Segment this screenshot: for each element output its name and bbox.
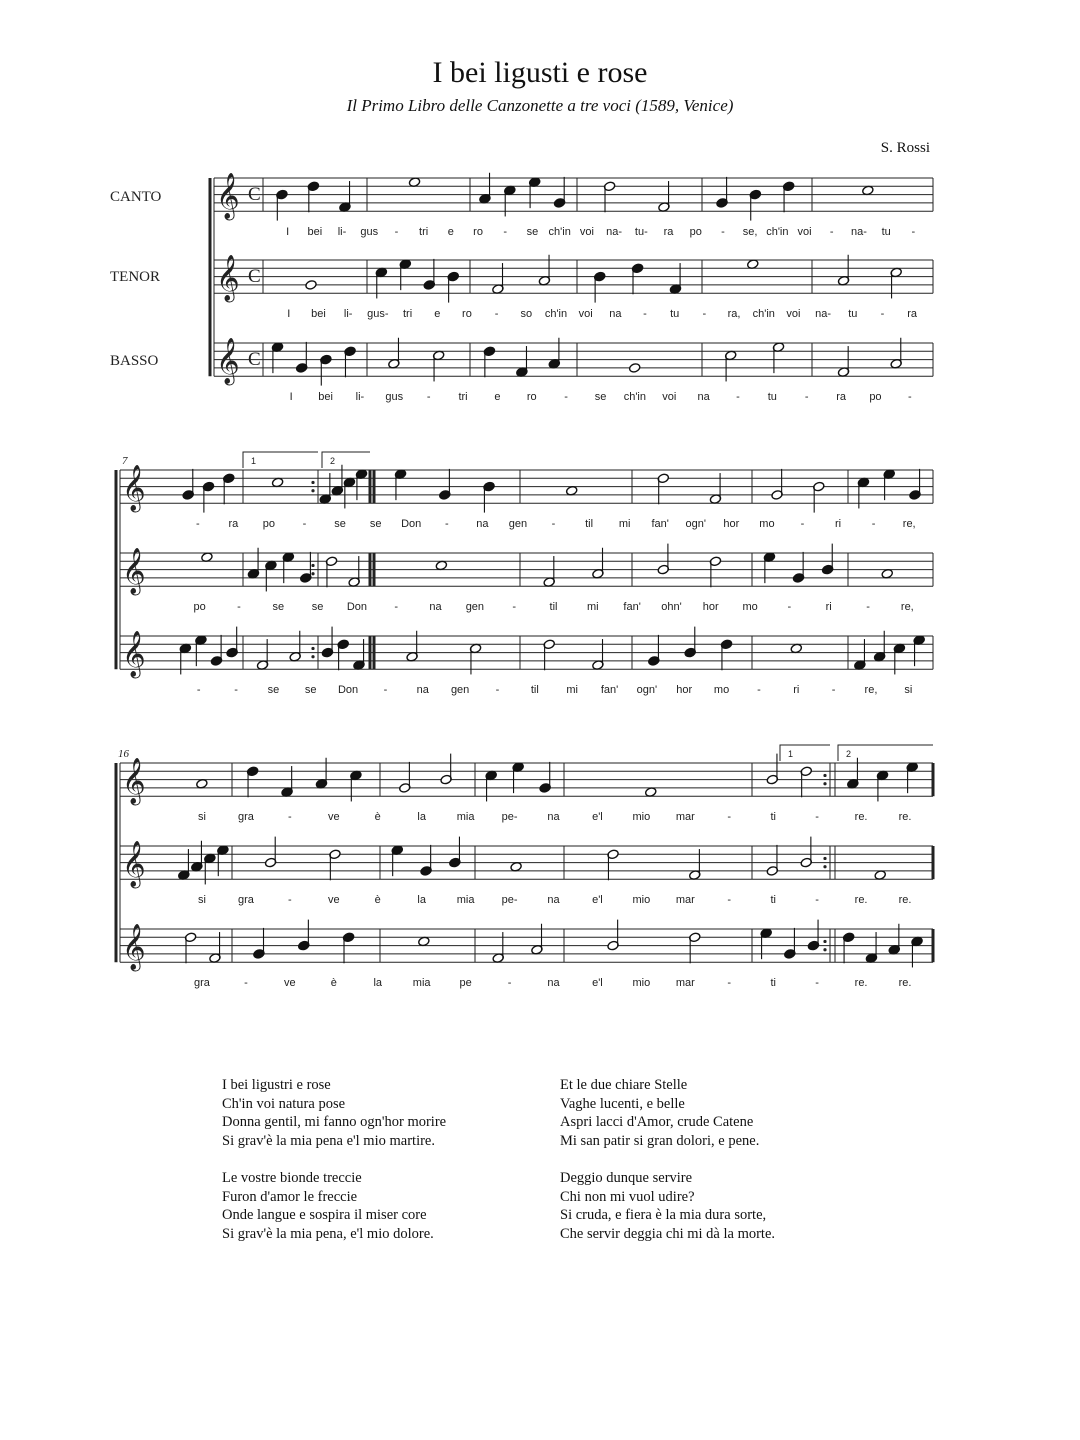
lyric-syllable: fan' (623, 601, 641, 614)
lyric-syllable: ogn' (685, 518, 707, 531)
lyric-syllable: voi (579, 226, 594, 239)
note-head (629, 363, 641, 374)
lyric-syllable: si (904, 684, 913, 697)
lyric-syllable: I (287, 308, 291, 321)
lyric-syllable: na (547, 977, 560, 990)
lyric-syllable: ch'in (752, 308, 775, 321)
lyric-syllable: ti (770, 811, 776, 824)
lyric-syllable: ch'in (623, 391, 647, 404)
lyric-syllable: ti (770, 894, 776, 907)
voice-label-tenor: TENOR (110, 269, 160, 285)
repeat-dot (823, 940, 826, 943)
lyric-syllable: tu (848, 308, 858, 321)
lyric-syllable: mi (566, 684, 578, 697)
lyric-syllable: mi (618, 518, 631, 531)
volta-number: 1 (788, 749, 794, 759)
volta-number: 2 (846, 749, 852, 759)
lyric-syllable: re, (900, 601, 914, 614)
lyric-syllable: e (447, 226, 454, 239)
lyric-syllable: ohn' (661, 601, 682, 614)
page-title: I bei ligusti e rose (432, 56, 648, 89)
treble-clef-icon: 𝄞 (216, 173, 240, 219)
poem-line: Et le due chiare Stelle (560, 1077, 688, 1093)
lyric-syllable: tri (458, 391, 468, 404)
lyric-syllable: so (520, 308, 533, 321)
lyric-syllable: po (193, 601, 206, 614)
lyric-syllable: se (311, 601, 324, 614)
lyric-syllable: la (417, 811, 426, 824)
lyric-syllable: ve (284, 977, 296, 990)
lyric-syllable: ch'in (766, 226, 789, 239)
lyric-syllable: - (721, 226, 725, 239)
lyric-syllable: si (197, 811, 206, 824)
lyric-syllable: - (880, 308, 885, 321)
repeat-dot (823, 782, 826, 785)
lyric-syllable: gra (237, 894, 254, 907)
lyric-syllable: tri (419, 226, 429, 239)
note-head (305, 280, 317, 291)
lyric-syllable: na (416, 684, 429, 697)
volta-number: 2 (330, 456, 336, 466)
lyric-syllable: gen (465, 601, 485, 614)
lyric-syllable: - (426, 391, 431, 404)
lyric-syllable: bei (307, 226, 323, 239)
lyric-syllable: - (503, 226, 508, 239)
lyric-syllable: hor (676, 684, 693, 697)
lyric-syllable: fan' (600, 684, 619, 697)
lyric-syllable: fan' (651, 518, 669, 531)
lyric-syllable: ro (526, 391, 537, 404)
lyric-syllable: - (727, 894, 732, 907)
lyric-syllable: se (304, 684, 317, 697)
lyric-syllable: li- (343, 308, 353, 321)
lyric-syllable: pe- (501, 894, 518, 907)
lyric-syllable: po (262, 518, 276, 531)
lyric-syllable: - (757, 684, 761, 697)
treble-clef-icon: 𝄞 (122, 758, 146, 804)
lyric-syllable: pe (459, 977, 472, 990)
lyric-syllable: ra (836, 391, 846, 404)
lyric-syllable: - (244, 977, 248, 990)
poem-stanza (560, 1076, 775, 1150)
lyric-syllable: - (383, 684, 388, 697)
lyric-syllable: mio (632, 977, 651, 990)
lyric-syllable: se (369, 518, 382, 531)
lyric-syllable: - (907, 391, 912, 404)
lyric-syllable: gra (194, 977, 210, 990)
lyric-syllable: - (234, 684, 238, 697)
lyric-syllable: ve (327, 811, 340, 824)
lyric-syllable: tu- (634, 226, 648, 239)
lyric-syllable: - (871, 518, 876, 531)
lyric-syllable: - (288, 894, 292, 907)
lyric-syllable: mio (632, 894, 651, 907)
lyric-syllable: ri (793, 684, 800, 697)
lyric-syllable: e (494, 391, 501, 404)
poem-stanza (560, 1169, 775, 1243)
lyric-syllable: mia (456, 894, 475, 907)
lyric-syllable: - (804, 391, 809, 404)
lyric-syllable: na- (815, 308, 832, 321)
common-time-icon: C (248, 349, 261, 370)
lyric-syllable: se (334, 518, 346, 531)
lyric-syllable: mar (675, 811, 695, 824)
lyric-syllable: li- (337, 226, 347, 239)
common-time-icon: C (248, 184, 261, 205)
lyric-syllable: bei (318, 391, 333, 404)
lyric-syllable: mio (632, 811, 651, 824)
repeat-dot (823, 865, 826, 868)
lyric-syllable: - (815, 811, 819, 824)
poem-right-column (560, 1076, 775, 1262)
lyric-syllable: re, (902, 518, 916, 531)
lyric-syllable: na (429, 601, 442, 614)
repeat-dot (311, 647, 314, 650)
lyrics (194, 226, 918, 989)
lyric-syllable: Don (401, 518, 422, 531)
lyric-syllable: si (197, 894, 206, 907)
measure-number: 16 (118, 748, 129, 760)
lyric-syllable: - (512, 601, 517, 614)
lyric-syllable: e'l (592, 894, 603, 907)
repeat-dot (311, 564, 314, 567)
poem-line: Si grav'è la mia pena, e'l mio dolore. (222, 1225, 434, 1242)
lyric-syllable: mia (412, 977, 431, 990)
lyric-syllable: li- (355, 391, 365, 404)
lyric-syllable: ogn' (636, 684, 658, 697)
lyric-syllable: gus (385, 391, 404, 404)
treble-clef-icon: 𝄞 (216, 255, 240, 301)
lyric-syllable: gus (360, 226, 379, 239)
lyric-syllable: re. (898, 811, 912, 824)
lyric-syllable: na- (606, 226, 623, 239)
poem-line: Mi san patir si gran dolori, e pene. (560, 1132, 760, 1149)
volta-number: 1 (251, 456, 257, 466)
poem-line: Si grav'è la mia pena e'l mio martire. (222, 1132, 435, 1149)
lyric-syllable: voi (662, 391, 677, 404)
lyric-syllable: - (727, 811, 732, 824)
lyric-syllable: til (530, 684, 539, 697)
lyric-syllable: gen (508, 518, 528, 531)
lyric-syllable: Don (346, 601, 368, 614)
lyric-syllable: - (787, 601, 792, 614)
lyric-syllable: gra (237, 811, 254, 824)
repeat-dot (823, 857, 826, 860)
lyric-syllable: na (476, 518, 489, 531)
lyric-syllable: - (815, 894, 819, 907)
repeat-dot (823, 774, 826, 777)
lyric-syllable: - (195, 518, 200, 531)
poem-line: Aspri lacci d'Amor, crude Catene (560, 1114, 754, 1130)
composer-name: S. Rossi (880, 140, 930, 156)
poem-line: Deggio dunque servire (560, 1170, 693, 1186)
lyric-syllable: la (373, 977, 383, 990)
treble-clef-icon: 𝄞 (122, 548, 146, 594)
lyric-syllable: ra (907, 308, 918, 321)
treble-clef-icon: 𝄞 (122, 631, 146, 677)
lyric-syllable: gus- (367, 308, 389, 321)
lyric-syllable: - (800, 518, 805, 531)
lyric-syllable: hor (723, 518, 740, 531)
lyric-syllable: voi (578, 308, 593, 321)
lyric-syllable: re, (864, 684, 878, 697)
lyric-syllable: - (196, 684, 201, 697)
lyric-syllable: ra, (727, 308, 741, 321)
repeat-dot (311, 655, 314, 658)
poem-stanza (222, 1169, 446, 1243)
lyric-syllable: gen (450, 684, 470, 697)
lyric-syllable: ti (770, 977, 776, 990)
lyric-syllable: - (495, 684, 500, 697)
lyric-syllable: se, (742, 226, 758, 239)
lyric-syllable: ch'in (548, 226, 571, 239)
treble-clef-icon: 𝄞 (122, 841, 146, 887)
lyric-syllable: - (302, 518, 307, 531)
lyric-syllable: Don (337, 684, 359, 697)
repeat-dot (823, 948, 826, 951)
repeat-dot (311, 481, 314, 484)
lyric-syllable: tu (881, 226, 891, 239)
lyric-syllable: - (507, 977, 512, 990)
lyric-syllable: mo (759, 518, 775, 531)
poem-stanza (222, 1076, 446, 1150)
lyric-syllable: se (526, 226, 539, 239)
lyric-syllable: la (417, 894, 426, 907)
lyric-syllable: è (374, 811, 381, 824)
measure-number: 7 (122, 455, 128, 467)
lyric-syllable: re. (854, 894, 868, 907)
voice-label-basso: BASSO (110, 353, 159, 369)
lyric-syllable: mo (742, 601, 758, 614)
lyric-syllable: è (374, 894, 381, 907)
lyric-syllable: mo (713, 684, 730, 697)
lyric-syllable: - (237, 601, 241, 614)
lyric-syllable: se (267, 684, 280, 697)
lyric-syllable: e (434, 308, 441, 321)
lyric-syllable: - (911, 226, 916, 239)
lyric-syllable: na (547, 894, 560, 907)
poem-line: Chi non mi vuol udire? (560, 1188, 695, 1205)
lyric-syllable: pe- (501, 811, 518, 824)
lyric-syllable: tu (670, 308, 680, 321)
common-time-icon: C (248, 266, 261, 287)
lyric-syllable: na (609, 308, 622, 321)
lyric-syllable: - (829, 226, 834, 239)
lyric-syllable: re. (898, 977, 912, 990)
lyric-syllable: na (697, 391, 710, 404)
poem-line: Si cruda, e fiera è la mia dura sorte, (560, 1207, 767, 1223)
lyric-syllable: tri (402, 308, 413, 321)
lyric-syllable: mi (587, 601, 599, 614)
lyric-syllable: - (727, 977, 732, 990)
lyric-syllable: re. (854, 977, 868, 990)
poem-line: Donna gentil, mi fanno ogn'hor morire (222, 1114, 447, 1130)
lyric-syllable: - (288, 811, 292, 824)
lyric-syllable: - (564, 391, 568, 404)
treble-clef-icon: 𝄞 (122, 924, 146, 970)
lyric-syllable: - (736, 391, 740, 404)
lyric-syllable: e'l (592, 977, 603, 990)
lyric-syllable: e'l (592, 811, 603, 824)
lyric-syllable: - (394, 226, 399, 239)
lyric-syllable: I (289, 391, 293, 404)
lyric-syllable: ve (327, 894, 340, 907)
poem-line: Vaghe lucenti, e belle (560, 1095, 685, 1112)
lyric-syllable: voi (786, 308, 801, 321)
lyric-syllable: ro (473, 226, 483, 239)
lyric-syllable: ri (825, 601, 832, 614)
treble-clef-icon: 𝄞 (122, 465, 146, 511)
repeat-dot (311, 572, 314, 575)
poem-line: Onde langue e sospira il miser core (222, 1207, 427, 1223)
voice-label-canto: CANTO (110, 189, 162, 205)
lyric-syllable: bei (311, 308, 326, 321)
lyric-syllable: til (549, 601, 558, 614)
lyric-syllable: mar (675, 894, 695, 907)
lyric-syllable: - (394, 601, 399, 614)
lyric-syllable: mar (675, 977, 695, 990)
lyric-syllable: na (547, 811, 560, 824)
lyric-syllable: voi (797, 226, 812, 239)
poem-line: Le vostre bionde treccie (222, 1170, 362, 1186)
lyric-syllable: ra (228, 518, 239, 531)
lyric-syllable: - (831, 684, 836, 697)
volta-bracket (838, 745, 933, 761)
lyric-syllable: ch'in (544, 308, 568, 321)
lyric-syllable: - (643, 308, 647, 321)
repeat-dot (311, 489, 314, 492)
treble-clef-icon: 𝄞 (216, 338, 240, 384)
lyric-syllable: tu (767, 391, 777, 404)
lyric-syllable: po (689, 226, 702, 239)
lyric-syllable: è (330, 977, 337, 990)
poem-line: Furon d'amor le freccie (222, 1188, 358, 1205)
poem-line: Che servir deggia chi mi dà la morte. (560, 1225, 776, 1242)
lyric-syllable: ra (663, 226, 674, 239)
lyric-syllable: po (869, 391, 882, 404)
lyric-syllable: se (272, 601, 285, 614)
lyric-syllable: hor (702, 601, 719, 614)
poem-line: Ch'in voi natura pose (222, 1095, 346, 1112)
lyric-syllable: re. (854, 811, 868, 824)
page-subtitle: Il Primo Libro delle Canzonette a tre voci (1589, Venice) (346, 96, 734, 115)
lyric-syllable: se (594, 391, 607, 404)
lyric-syllable: - (702, 308, 707, 321)
lyric-syllable: - (551, 518, 556, 531)
lyric-syllable: ro (462, 308, 472, 321)
poem-line: I bei ligustri e rose (222, 1077, 331, 1093)
lyric-syllable: - (494, 308, 499, 321)
lyric-syllable: re. (898, 894, 912, 907)
lyric-syllable: I (286, 226, 290, 239)
lyric-syllable: til (585, 518, 594, 531)
lyric-syllable: mia (456, 811, 475, 824)
lyric-syllable: - (815, 977, 819, 990)
poem-left-column (222, 1076, 446, 1262)
lyric-syllable: - (444, 518, 449, 531)
lyric-syllable: - (866, 601, 870, 614)
lyric-syllable: na- (851, 226, 867, 239)
lyric-syllable: ri (835, 518, 842, 531)
